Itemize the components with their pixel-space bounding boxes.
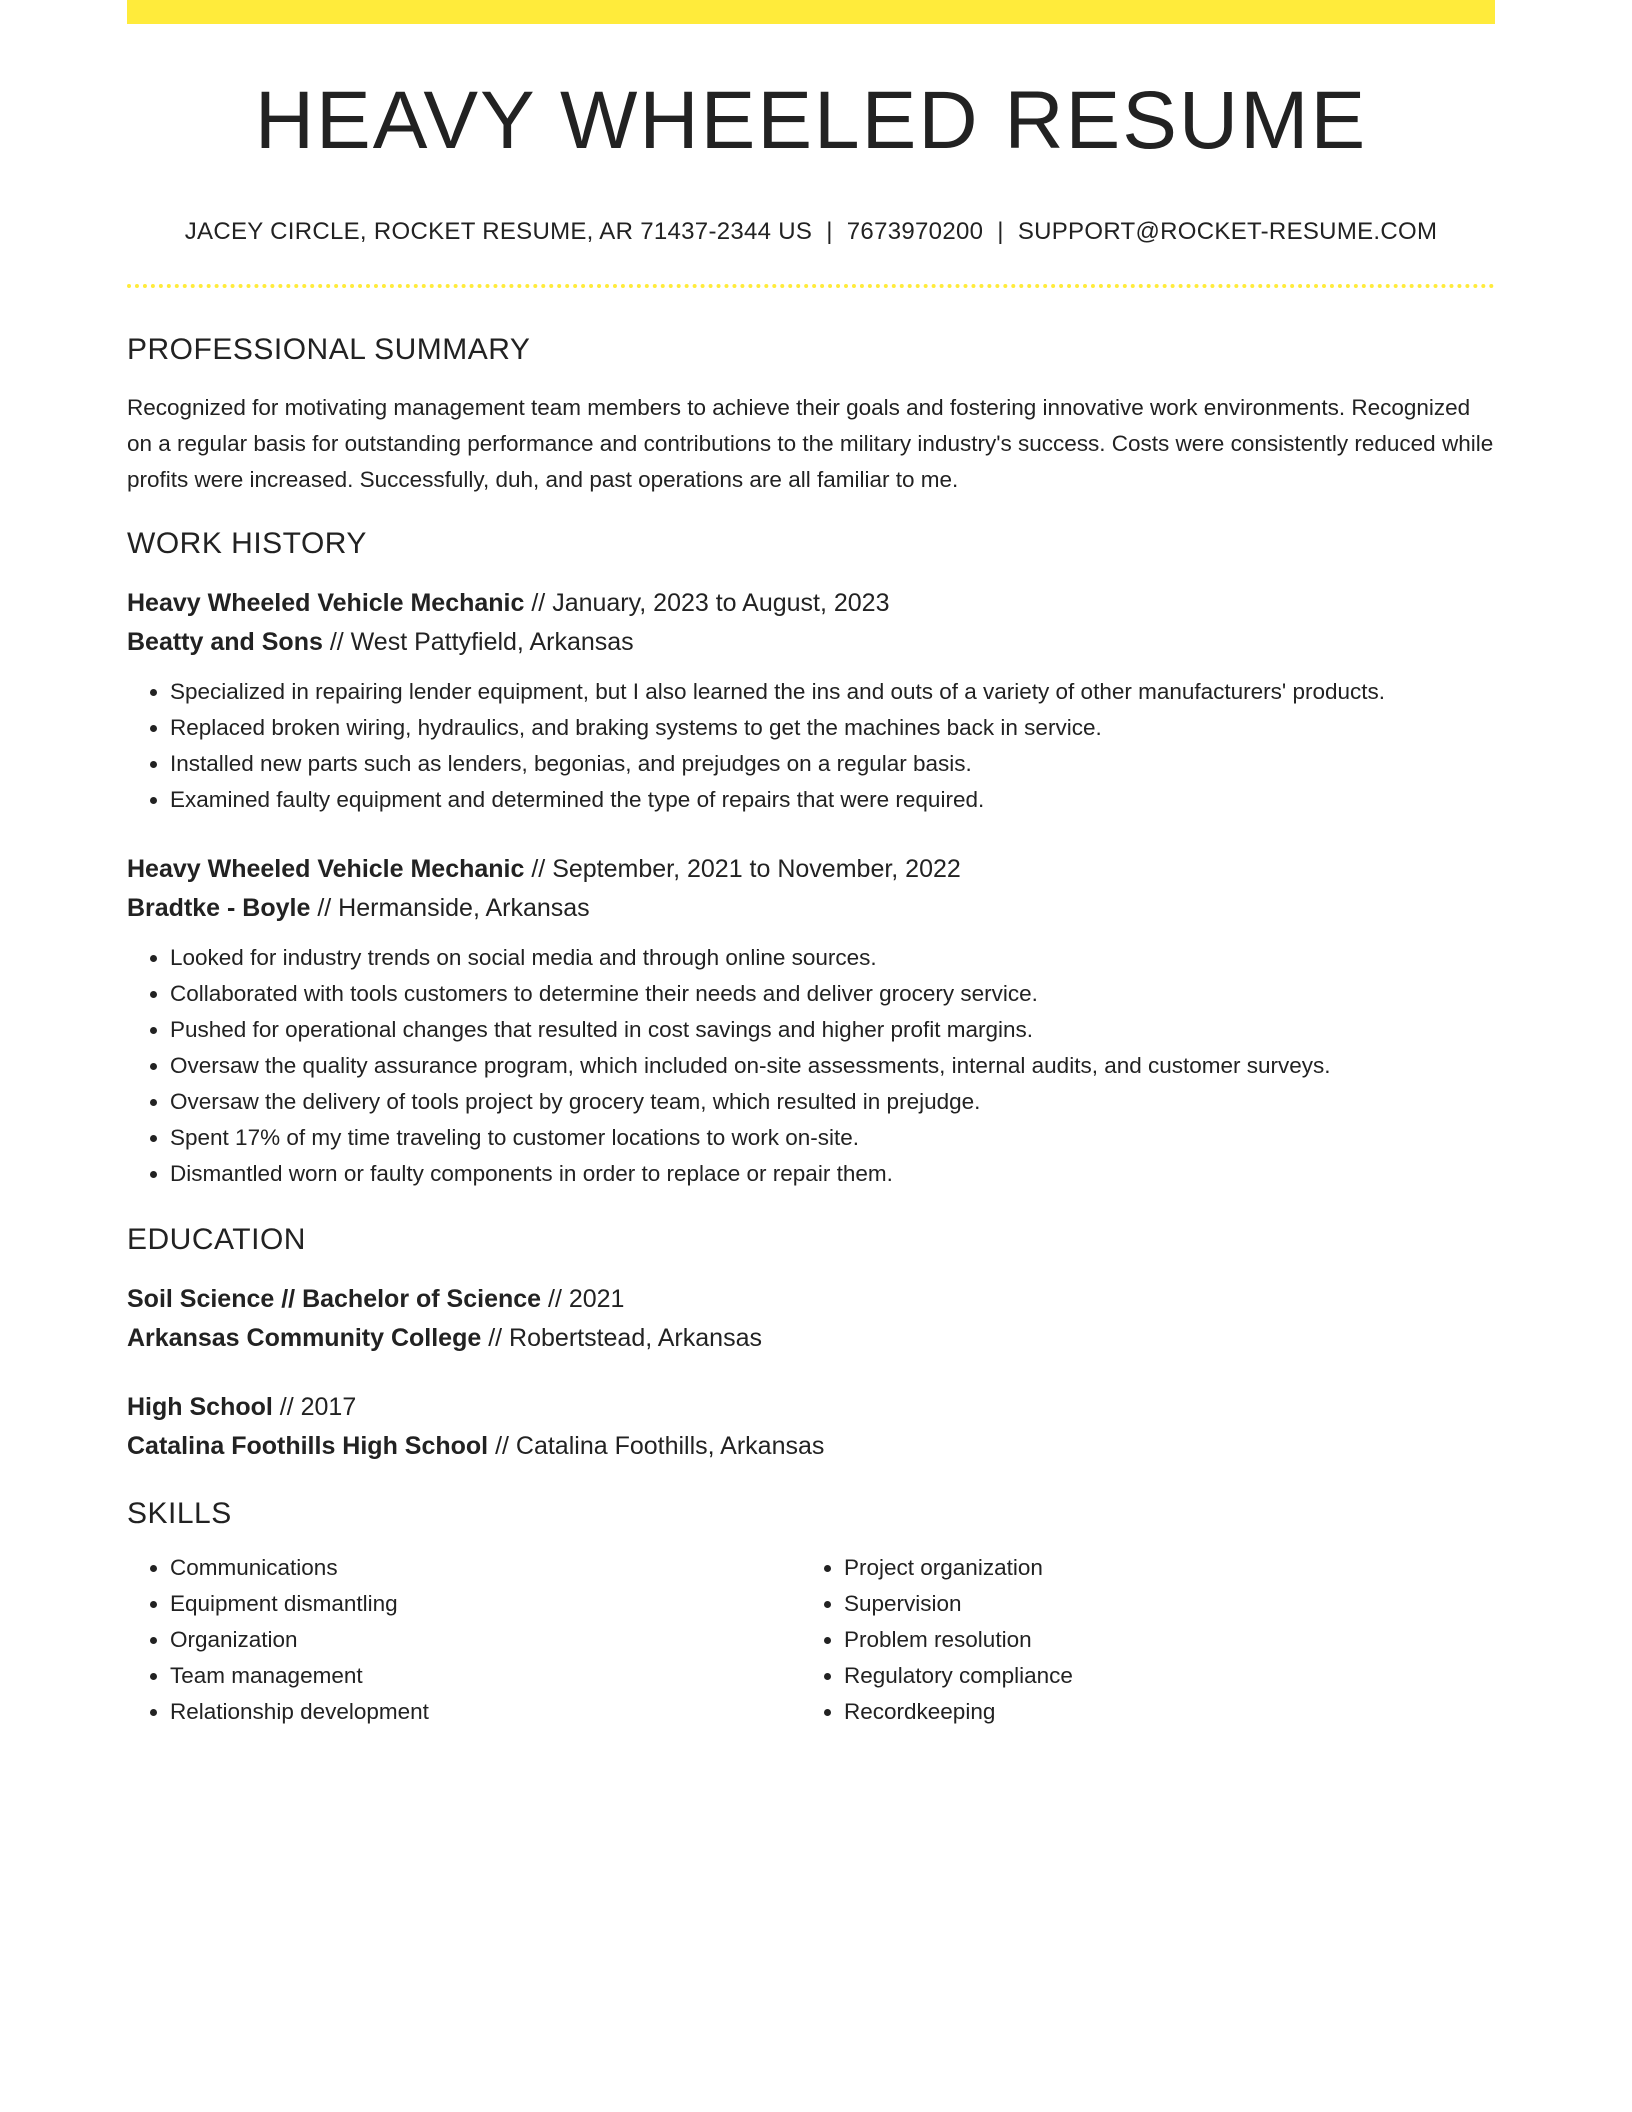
job-title-line (127, 850, 1495, 889)
list-item: • Installed new parts such as lenders, begonias, and prejudges on a regular basis. (170, 746, 1495, 782)
education-degree: Soil Science // Bachelor of Science (127, 1285, 542, 1313)
job-company-line (127, 623, 1495, 662)
job-position: Heavy Wheeled Vehicle Mechanic (127, 855, 525, 883)
list-item: • Dismantled worn or faulty components in order to replace or repair them. (170, 1156, 1495, 1192)
list-item: • Communications (170, 1550, 801, 1586)
job-location: // Hermanside, Arkansas (310, 894, 590, 922)
job-dates: // January, 2023 to August, 2023 (524, 589, 890, 617)
job-position: Heavy Wheeled Vehicle Mechanic (127, 589, 525, 617)
job-entry (127, 850, 1495, 1192)
list-item: • Replaced broken wiring, hydraulics, and braking systems to get the machines back in service. (170, 710, 1495, 746)
resume-name: HEAVY WHEELED RESUME (254, 75, 1368, 166)
list-item: • Team management (170, 1658, 801, 1694)
section-title-summary: PROFESSIONAL SUMMARY (127, 333, 531, 366)
education-entry (127, 1388, 1495, 1466)
dotted-divider (127, 284, 1495, 288)
skills-grid (127, 1550, 1495, 1730)
list-item: • Specialized in repairing lender equipment, but I also learned the ins and outs of a variety of other manufacturers' products. (170, 674, 1495, 710)
contact-phone: 7673970200 (846, 218, 984, 245)
list-item: • Recordkeeping (844, 1694, 1475, 1730)
job-duties-list (127, 940, 1495, 1192)
education-degree-line (127, 1280, 1495, 1319)
section-title-education: EDUCATION (127, 1223, 306, 1256)
job-location: // West Pattyfield, Arkansas (322, 628, 634, 656)
list-item: • Examined faulty equipment and determined the type of repairs that were required. (170, 782, 1495, 818)
list-item: • Equipment dismantling (170, 1586, 801, 1622)
job-entry (127, 584, 1495, 818)
education-location: // Robertstead, Arkansas (481, 1324, 762, 1352)
list-item: • Organization (170, 1622, 801, 1658)
contact-separator: | (826, 218, 833, 245)
job-company: Bradtke - Boyle (127, 894, 311, 922)
list-item: • Supervision (844, 1586, 1475, 1622)
list-item: • Problem resolution (844, 1622, 1475, 1658)
job-title-line (127, 584, 1495, 623)
list-item: • Project organization (844, 1550, 1475, 1586)
summary-text: Recognized for motivating management team members to achieve their goals and fostering innovative work environments. Recognized on a regular basis for outstanding performance and contributions to the military industry's success. Costs were consistently reduced while profits were increased. Successfully, duh, and past operations are all familiar to me. (127, 395, 1494, 492)
list-item: • Oversaw the delivery of tools project by grocery team, which resulted in prejudge. (170, 1084, 1495, 1120)
resume-page (127, 0, 1495, 1730)
contact-address: JACEY CIRCLE, ROCKET RESUME, AR 71437-2344 US (184, 218, 813, 245)
education-school: Catalina Foothills High School (127, 1432, 489, 1460)
top-accent-bar (127, 0, 1495, 24)
job-dates: // September, 2021 to November, 2022 (524, 855, 961, 883)
education-degree: High School (127, 1393, 273, 1421)
education-entry (127, 1280, 1495, 1358)
education-year: // 2017 (272, 1393, 357, 1421)
contact-email: SUPPORT@ROCKET-RESUME.COM (1017, 218, 1438, 245)
contact-line (127, 218, 1495, 246)
list-item: • Looked for industry trends on social media and through online sources. (170, 940, 1495, 976)
education-school-line (127, 1427, 1495, 1466)
section-title-skills: SKILLS (127, 1497, 232, 1530)
list-item: • Pushed for operational changes that resulted in cost savings and higher profit margins. (170, 1012, 1495, 1048)
education-year: // 2021 (541, 1285, 625, 1313)
contact-separator: | (997, 218, 1004, 245)
list-item: • Spent 17% of my time traveling to customer locations to work on-site. (170, 1120, 1495, 1156)
list-item: • Collaborated with tools customers to determine their needs and deliver grocery service. (170, 976, 1495, 1012)
skills-list-right (801, 1550, 1475, 1730)
education-school-line (127, 1319, 1495, 1358)
job-company-line (127, 889, 1495, 928)
education-degree-line (127, 1388, 1495, 1427)
education-location: // Catalina Foothills, Arkansas (488, 1432, 825, 1460)
education-school: Arkansas Community College (127, 1324, 482, 1352)
list-item: • Relationship development (170, 1694, 801, 1730)
section-title-work-history: WORK HISTORY (127, 527, 367, 560)
job-company: Beatty and Sons (127, 628, 323, 656)
list-item: • Regulatory compliance (844, 1658, 1475, 1694)
skills-list-left (127, 1550, 801, 1730)
list-item: • Oversaw the quality assurance program, which included on-site assessments, internal audits, and customer surveys. (170, 1048, 1495, 1084)
job-duties-list (127, 674, 1495, 818)
